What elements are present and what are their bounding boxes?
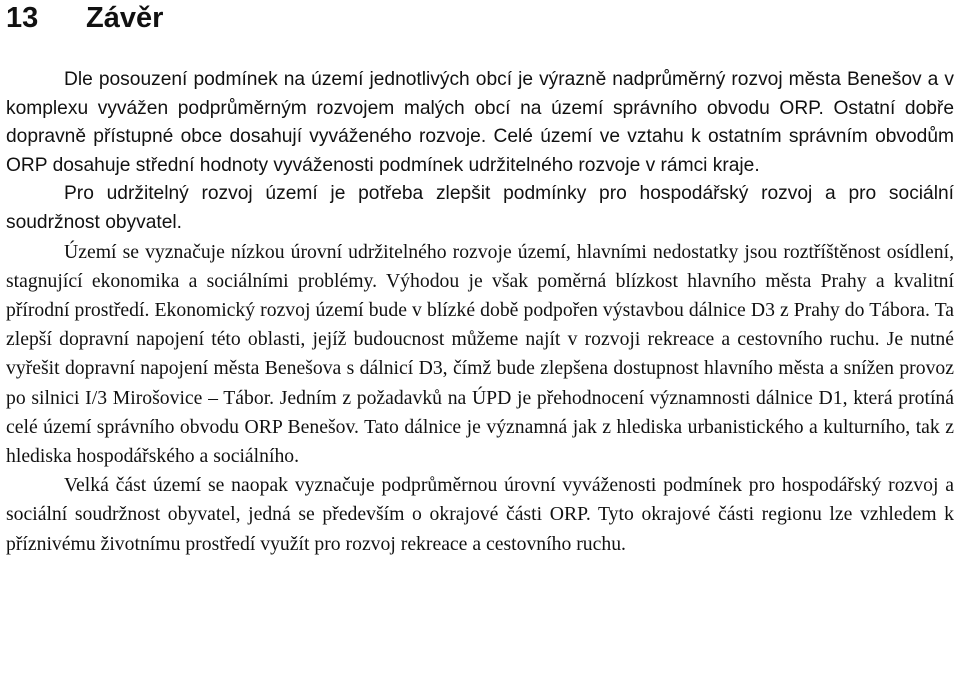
paragraph-recommendation: Pro udržitelný rozvoj území je potřeba zlepšit podmínky pro hospodářský rozvoj a pro sociální soudržnost obyvatel. — [6, 183, 954, 233]
paragraph-characteristics: Území se vyznačuje nízkou úrovní udržitelného rozvoje území, hlavními nedostatky jsou roztříštěnost osídlení, stagnující ekonomika a sociálními problémy. Výhodou je však poměrná blízkost hlavního města Prahy a kvalitní přírodní prostředí. Ekonomický rozvoj území bude v blízké době podpořen výstavbou dálnice D3 z Prahy do Tábora. Ta zlepší dopravní napojení této oblasti, jejíž budoucnost můžeme najít v rozvoji rekreace a cestovního ruchu. Je nutné vyřešit dopravní napojení města Benešova s dálnicí D3, čímž bude zlepšena dostupnost hlavního města a snížen provoz po silnici I/3 Mirošovice – Tábor. Jedním z požadavků na ÚPD je přehodnocení významnosti dálnice D1, která protíná celé území správního obvodu ORP Benešov. Tato dálnice je významná jak z hlediska urbanistického a kulturního, tak z hlediska hospodářského a sociálního. — [6, 240, 954, 467]
section-body — [6, 66, 954, 559]
section-number: 13 — [6, 2, 39, 34]
paragraph-summary: Dle posouzení podmínek na území jednotlivých obcí je výrazně nadprůměrný rozvoj města Benešov a v komplexu vyvážen podprůměrným rozvojem malých obcí na území správního obvodu ORP. Ostatní dobře dopravně přístupné obce dosahují vyváženého rozvoje. Celé území ve vztahu k ostatním správním obvodům ORP dosahuje střední hodnoty vyváženosti podmínek udržitelného rozvoje v rámci kraje. — [6, 69, 954, 176]
section-heading — [6, 0, 954, 48]
paragraph-peripheral-areas: Velká část území se naopak vyznačuje podprůměrnou úrovní vyváženosti podmínek pro hospodářský rozvoj a sociální soudržnost obyvatel, jedná se především o okrajové části ORP. Tyto okrajové části regionu lze vzhledem k příznivému životnímu prostředí využít pro rozvoj rekreace a cestovního ruchu. — [6, 474, 954, 555]
section-title: Závěr — [86, 2, 164, 34]
